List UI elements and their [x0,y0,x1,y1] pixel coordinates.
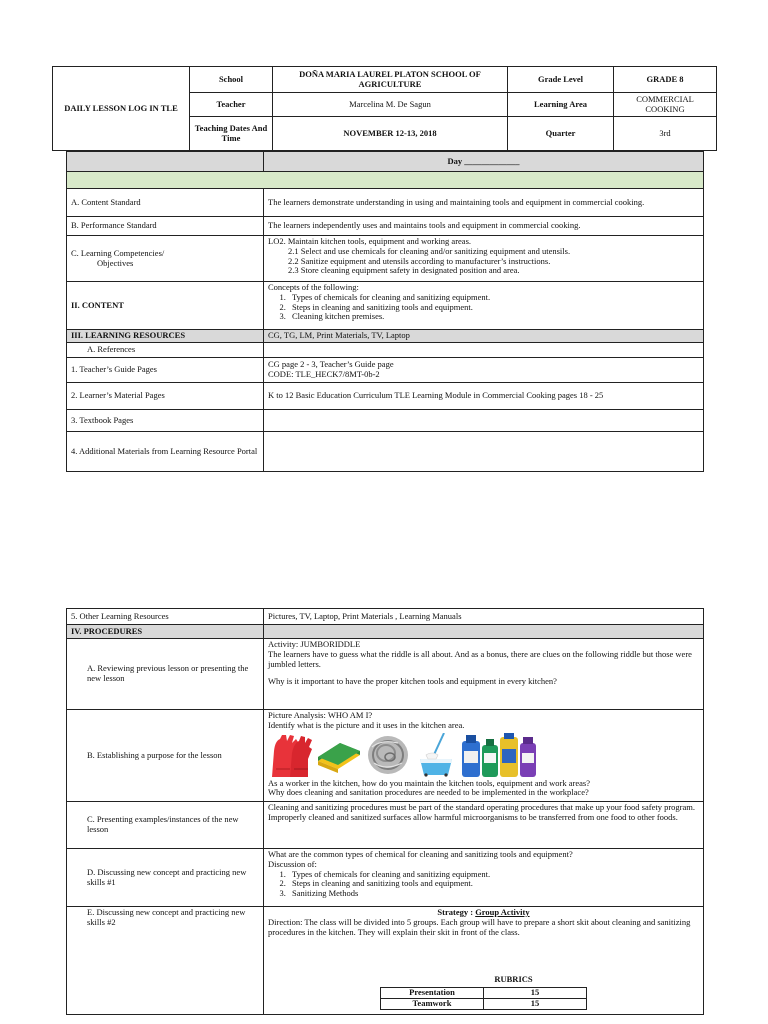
procedure-c-row [67,802,704,849]
grade-value: GRADE 8 [614,67,717,93]
picture-strip [268,733,699,777]
tg-value-line1: CG page 2 - 3, Teacher’s Guide page [268,359,394,370]
cleaning-chemicals-icon [460,733,538,777]
teacher-label: Teacher [190,93,273,117]
c-text-1: Cleaning and sanitizing procedures must be part of the standard operating procedures that make up your food safety program. [268,802,695,812]
tg-label: 1. Teacher’s Guide Pages [67,358,264,383]
quarter-value: 3rd [614,117,717,151]
other-label: 5. Other Learning Resources [67,609,264,625]
b-title: Picture Analysis: WHO AM I? [268,710,373,720]
steel-wool-icon [364,733,412,777]
school-label: School [190,67,273,93]
lm-value: K to 12 Basic Education Curriculum TLE Learning Module in Commercial Cooking pages 18 - 25 [264,383,704,410]
procedure-d-value [264,849,704,907]
content-list [268,293,699,322]
lm-row [67,383,704,410]
content-standard-value: The learners demonstrate understanding in using and maintaining tools and equipment in commercial cooking. [264,189,704,217]
resources-row [67,330,704,343]
competencies-label-line1: C. Learning Competencies/ [71,247,165,258]
rubber-gloves-icon [268,733,314,777]
d-question: What are the common types of chemical for cleaning and sanitizing tools and equipment? [268,849,573,859]
rubric-criterion: Teamwork [381,999,484,1010]
content-label: II. CONTENT [67,282,264,330]
content-standard-row [67,189,704,217]
procedure-e-value [264,907,704,1015]
teacher-value: Marcelina M. De Sagun [273,93,508,117]
e-strategy-value: Group Activity [475,907,530,917]
lm-label: 2. Learner’s Material Pages [67,383,264,410]
area-value: COMMERCIAL COOKING [614,93,717,117]
content-intro: Concepts of the following: [268,282,359,292]
performance-standard-row [67,217,704,236]
rubrics-title: RUBRICS [494,974,533,985]
procedure-e-row [67,907,704,1015]
competency-item: 2.1 Select and use chemicals for cleaning and/or sanitizing equipment and utensils. [288,245,571,256]
procedure-b-label: B. Establishing a purpose for the lesson [67,710,264,802]
green-band [67,172,704,189]
resources-value: CG, TG, LM, Print Materials, TV, Laptop [264,330,704,343]
performance-standard-value: The learners independently uses and maintains tools and equipment in commercial cooking. [264,217,704,236]
procedure-a-value [264,639,704,710]
dates-value: NOVEMBER 12-13, 2018 [273,117,508,151]
day-row [67,152,704,172]
procedures-label: IV. PROCEDURES [67,625,264,639]
area-label: Learning Area [508,93,614,117]
school-value: DOÑA MARIA LAUREL PLATON SCHOOL OF AGRICULTURE [273,67,508,93]
competencies-label-line2: Objectives [97,257,134,268]
textbook-label: 3. Textbook Pages [67,410,264,432]
b-question-2: Why does cleaning and sanitation procedures are needed to be implemented in the workplace? [268,787,589,798]
table-row [381,988,587,999]
procedure-b-row [67,710,704,802]
procedure-d-row [67,849,704,907]
procedure-c-value [264,802,704,849]
b-instruction: Identify what is the picture and it uses in the kitchen area. [268,719,465,730]
content-standard-label: A. Content Standard [67,189,264,217]
mop-bucket-icon [414,733,458,777]
header-table [52,66,717,151]
additional-label: 4. Additional Materials from Learning Resource Portal [67,432,264,472]
other-resources-row [67,609,704,625]
rubric-points: 15 [484,999,587,1010]
references-label: A. References [67,343,264,358]
b-question-1: As a worker in the kitchen, how do you maintain the kitchen tools, equipment and work areas? [268,777,590,788]
procedure-a-label: A. Reviewing previous lesson or presenting the new lesson [67,639,264,710]
competency-item: 2.2 Sanitize equipment and utensils according to manufacturer’s instructions. [288,255,551,266]
content-row [67,282,704,330]
competency-item: 2.3 Store cleaning equipment safety in designated position and area. [288,265,520,276]
day-label: Day _____________ [264,152,704,172]
procedure-d-label: D. Discussing new concept and practicing new skills #1 [67,849,264,907]
a-activity: Activity: JUMBORIDDLE [268,639,361,649]
performance-standard-label: B. Performance Standard [67,217,264,236]
competencies-lo: LO2. Maintain kitchen tools, equipment and working areas. [268,236,472,246]
rubric-criterion: Presentation [381,988,484,999]
list-item: 1. Types of chemicals for cleaning and sanitizing equipment. [288,870,699,880]
procedure-a-row [67,639,704,710]
additional-row [67,432,704,472]
log-title: DAILY LESSON LOG IN TLE [53,67,190,151]
competencies-label [67,236,264,282]
tg-value-line2: CODE: TLE_HECK7/8MT-0b-2 [268,369,380,379]
competencies-value [264,236,704,282]
procedure-c-label: C. Presenting examples/instances of the new lesson [67,802,264,849]
quarter-label: Quarter [508,117,614,151]
tg-value [264,358,704,383]
a-text: The learners have to guess what the riddle is all about. And as a bonus, there are clues on the following riddle but those were jumbled letters. [268,648,692,669]
a-question: Why is it important to have the proper kitchen tools and equipment in every kitchen? [268,676,557,687]
references-row [67,343,704,358]
content-value [264,282,704,330]
d-intro: Discussion of: [268,858,317,869]
procedure-b-value [264,710,704,802]
grade-label: Grade Level [508,67,614,93]
textbook-row [67,410,704,432]
dates-label: Teaching Dates And Time [190,117,273,151]
scouring-sponge-icon [316,733,362,777]
procedure-e-label: E. Discussing new concept and practicing new skills #2 [67,907,264,1015]
competencies-row [67,236,704,282]
list-item: 2. Steps in cleaning and sanitizing tools and equipment. [288,303,699,313]
list-item: 3. Sanitizing Methods [288,889,699,899]
rubrics-table [380,987,587,1010]
lesson-table-1 [66,151,704,472]
tg-row [67,358,704,383]
resources-label: III. LEARNING RESOURCES [67,330,264,343]
list-item: 2. Steps in cleaning and sanitizing tools and equipment. [288,879,699,889]
e-direction: Direction: The class will be divided into 5 groups. Each group will have to prepare a short skit about cleaning and sanitizing procedures in the kitchen. They will explain their skit in front of the class. [268,916,691,937]
rubric-points: 15 [484,988,587,999]
procedures-row [67,625,704,639]
list-item: 3. Cleaning kitchen premises. [288,312,699,322]
other-value: Pictures, TV, Laptop, Print Materials , Learning Manuals [264,609,704,625]
e-strategy-prefix: Strategy : [437,907,476,917]
list-item: 1. Types of chemicals for cleaning and sanitizing equipment. [288,293,699,303]
lesson-table-2 [66,608,704,1015]
table-row [381,999,587,1010]
c-text-2: Improperly cleaned and sanitized surfaces allow harmful microorganisms to be transferred from one food to other foods. [268,811,678,822]
d-list [268,870,699,899]
